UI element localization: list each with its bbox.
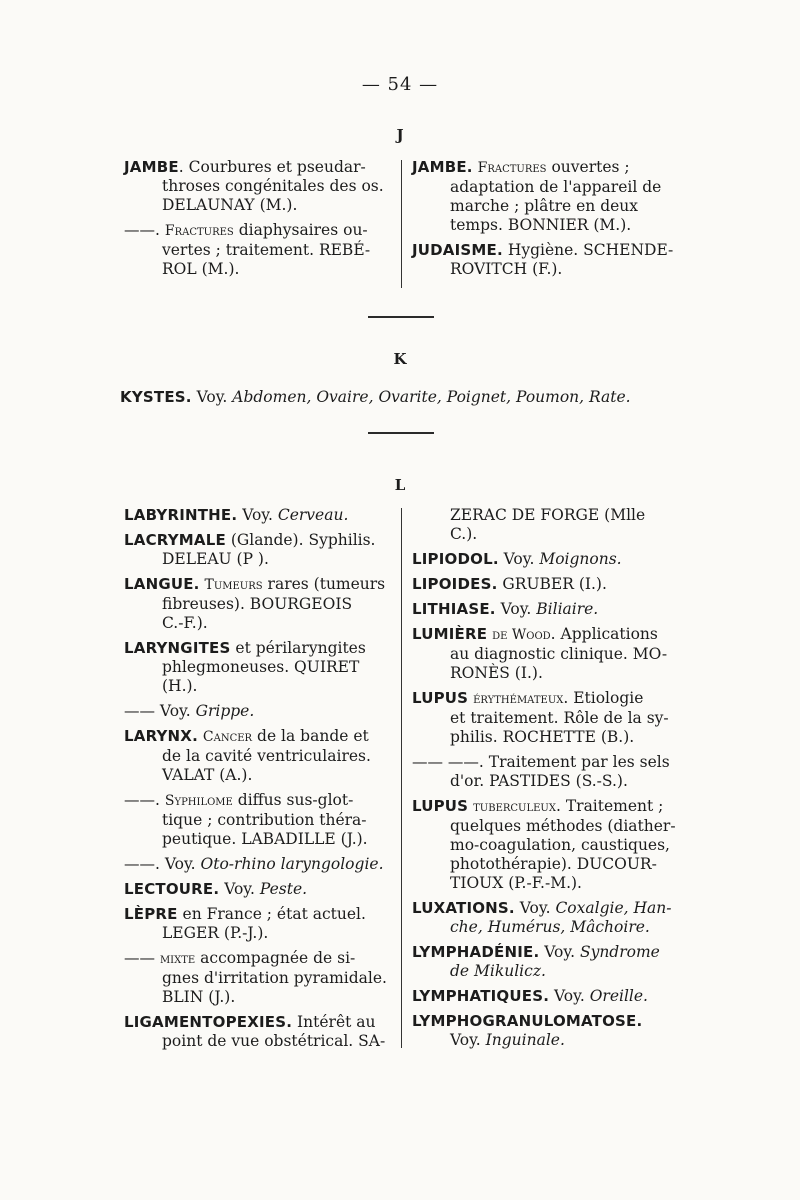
page-number: — 54 —: [361, 74, 439, 95]
entry-laryngites: [124, 639, 396, 696]
entry-text: ROVITCH (F.).: [450, 260, 563, 278]
voy-text: Voy.: [498, 550, 540, 568]
entry-text: accompagnée de si-: [195, 949, 356, 967]
entry-text: fibreuses). BOURGEOIS: [162, 595, 353, 613]
entry-text: Hygiène. SCHENDE-: [502, 241, 674, 259]
headword: LIPIODOL.: [412, 550, 499, 568]
dash: ——: [124, 702, 155, 720]
entry-text: temps. BONNIER (M.).: [450, 216, 632, 234]
small-caps-term: Tumeurs: [204, 577, 263, 593]
headword: LARYNGITES: [124, 639, 231, 657]
entry-laryngites-voy: [124, 702, 396, 721]
cross-reference: Moignons.: [539, 550, 622, 568]
small-caps-term: érythémateux: [473, 691, 564, 707]
voy-text: Voy.: [191, 388, 233, 406]
small-caps-term: tuberculeux: [473, 799, 556, 815]
entry-lithiase: [412, 600, 694, 619]
entry-text: marche ; plâtre en deux: [450, 197, 639, 215]
small-caps-term: Cancer: [202, 729, 253, 745]
entry-langue: [124, 575, 396, 633]
entry-lacrymale: [124, 531, 396, 569]
entry-text: DELEAU (P ).: [162, 550, 269, 568]
entry-larynx-voy: [124, 855, 396, 874]
small-caps-term: Fractures: [477, 160, 547, 176]
entry-text: DELAUNAY (M.).: [162, 196, 298, 214]
headword: LÈPRE: [124, 905, 178, 923]
headword: JAMBE: [124, 158, 179, 176]
entry-text: philis. ROCHETTE (B.).: [450, 728, 635, 746]
entry-text: C.-F.).: [162, 614, 208, 632]
entry-text: rares (tumeurs: [262, 575, 386, 593]
dash: ——: [124, 949, 155, 967]
entry-lymphogranulomatose: [412, 1012, 694, 1050]
headword: LYMPHATIQUES.: [412, 987, 550, 1005]
entry-judaisme: [412, 241, 692, 279]
entry-jambe-1: [124, 158, 394, 215]
voy-text: Voy.: [549, 987, 590, 1005]
dash: ——.: [124, 221, 160, 239]
entry-lupus-sels-or: [412, 753, 694, 791]
entry-text: et traitement. Rôle de la sy-: [450, 709, 669, 727]
entry-text: . Courbures et pseudar-: [178, 158, 366, 176]
entry-text: ouvertes ;: [546, 158, 630, 176]
voy-text: Voy.: [539, 943, 580, 961]
entry-text: Intérêt au: [292, 1013, 376, 1031]
entry-text: de la bande et: [252, 727, 369, 745]
column-j-right: [412, 158, 692, 285]
cross-reference: che, Humérus, Mâchoire.: [450, 918, 650, 936]
headword: LACRYMALE: [124, 531, 226, 549]
entry-text: quelques méthodes (diather-: [450, 817, 676, 835]
column-l-left: [124, 506, 396, 1057]
headword: LANGUE.: [124, 575, 200, 593]
entry-text: LEGER (P.-J.).: [162, 924, 269, 942]
entry-text: tique ; contribution théra-: [162, 811, 367, 829]
entry-text: . Etiologie: [563, 689, 644, 707]
entry-text: Traitement par les sels: [483, 753, 670, 771]
column-j-left: [124, 158, 394, 285]
cross-reference: de Mikulicz.: [450, 962, 546, 980]
section-letter-k: K: [393, 350, 407, 368]
headword: LECTOURE.: [124, 880, 220, 898]
headword: LUPUS: [412, 689, 469, 707]
voy-text: Voy.: [514, 899, 556, 917]
section-letter-l: L: [394, 476, 406, 494]
entry-kystes: [120, 388, 631, 406]
headword: LUXATIONS.: [412, 899, 515, 917]
voy-text: Voy.: [219, 880, 260, 898]
entry-text: vertes ; traitement. REBÉ-: [162, 241, 371, 259]
headword: LARYNX.: [124, 727, 198, 745]
entry-text: RONÈS (I.).: [450, 664, 543, 682]
entry-text: mo-coagulation, caustiques,: [450, 836, 670, 854]
entry-lupus-erythemateux: [412, 689, 694, 747]
entry-lectoure: [124, 880, 396, 899]
voy-text: Voy.: [159, 855, 201, 873]
entry-larynx-syphilome: [124, 791, 396, 849]
entry-text: ZERAC DE FORGE (Mlle: [450, 506, 646, 524]
entry-lymphatiques: [412, 987, 694, 1006]
entry-text: GRUBER (I.).: [497, 575, 607, 593]
entry-text: adaptation de l'appareil de: [450, 178, 662, 196]
entry-text: diffus sus-glot-: [232, 791, 354, 809]
cross-reference: Grippe.: [195, 702, 255, 720]
headword: LYMPHADÉNIE.: [412, 943, 540, 961]
voy-text: Voy.: [495, 600, 537, 618]
entry-text: (Glande). Syphilis.: [225, 531, 376, 549]
entry-text: . Applications: [550, 625, 658, 643]
entry-text: au diagnostic clinique. MO-: [450, 645, 668, 663]
entry-text: et périlaryngites: [230, 639, 366, 657]
cross-reference: Coxalgie, Han-: [555, 899, 672, 917]
entry-text: phlegmoneuses. QUIRET: [162, 658, 360, 676]
entry-text: . Traitement ;: [555, 797, 664, 815]
cross-reference: Biliaire.: [536, 600, 599, 618]
cross-reference: Abdomen, Ovaire, Ovarite, Poignet, Poumon, Rate.: [232, 388, 631, 406]
small-caps-term: de Wood: [492, 627, 551, 643]
entry-ligamentopexies-cont: [412, 506, 694, 544]
headword: JAMBE.: [412, 158, 473, 176]
entry-text: point de vue obstétrical. SA-: [162, 1032, 386, 1050]
entry-text: de la cavité ventriculaires.: [162, 747, 371, 765]
dash: ——.: [124, 855, 160, 873]
section-rule: [368, 316, 434, 318]
entry-text: en France ; état actuel.: [177, 905, 366, 923]
entry-luxations: [412, 899, 694, 937]
cross-reference: Oto-rhino laryngologie.: [200, 855, 384, 873]
entry-text: VALAT (A.).: [162, 766, 253, 784]
entry-text: (H.).: [162, 677, 198, 695]
small-caps-term: Syphilome: [164, 793, 233, 809]
section-letter-j: J: [396, 126, 404, 144]
section-rule: [368, 432, 434, 434]
entry-text: BLIN (J.).: [162, 988, 236, 1006]
headword: JUDAISME.: [412, 241, 503, 259]
entry-lupus-tuberculeux: [412, 797, 694, 893]
headword: LIGAMENTOPEXIES.: [124, 1013, 293, 1031]
headword: LIPOIDES.: [412, 575, 498, 593]
entry-ligamentopexies: [124, 1013, 396, 1051]
cross-reference: Cerveau.: [277, 506, 349, 524]
cross-reference: Oreille.: [589, 987, 648, 1005]
headword: LITHIASE.: [412, 600, 496, 618]
headword: KYSTES.: [120, 388, 192, 406]
dash: —— ——.: [412, 753, 484, 771]
entry-jambe-fractures: [124, 221, 394, 279]
entry-text: diaphysaires ou-: [233, 221, 368, 239]
entry-text: gnes d'irritation pyramidale.: [162, 969, 387, 987]
headword: LUMIÈRE: [412, 625, 488, 643]
column-divider: [401, 508, 402, 1048]
cross-reference: Syndrome: [579, 943, 660, 961]
entry-lumiere: [412, 625, 694, 683]
cross-reference: Peste.: [259, 880, 308, 898]
small-caps-term: Fractures: [164, 223, 234, 239]
entry-lipiodol: [412, 550, 694, 569]
entry-text: peutique. LABADILLE (J.).: [162, 830, 368, 848]
entry-text: TIOUX (P.-F.-M.).: [450, 874, 582, 892]
entry-larynx: [124, 727, 396, 785]
entry-jambe-2: [412, 158, 692, 235]
dash: ——.: [124, 791, 160, 809]
entry-lipoides: [412, 575, 694, 594]
entry-text: d'or. PASTIDES (S.-S.).: [450, 772, 628, 790]
entry-text: photothérapie). DUCOUR-: [450, 855, 657, 873]
voy-text: Voy.: [237, 506, 278, 524]
entry-text: ROL (M.).: [162, 260, 240, 278]
entry-lymphadenie: [412, 943, 694, 981]
entry-labyrinthe: [124, 506, 396, 525]
cross-reference: Inguinale.: [485, 1031, 565, 1049]
entry-text: throses congénitales des os.: [162, 177, 384, 195]
column-l-right: [412, 506, 694, 1056]
headword: LYMPHOGRANULOMATOSE.: [412, 1012, 643, 1030]
entry-lepre: [124, 905, 396, 943]
headword: LUPUS: [412, 797, 469, 815]
voy-text: Voy.: [450, 1031, 486, 1049]
headword: LABYRINTHE.: [124, 506, 238, 524]
entry-text: C.).: [450, 525, 478, 543]
column-divider: [401, 160, 402, 288]
small-caps-term: mixte: [159, 951, 196, 967]
entry-lepre-mixte: [124, 949, 396, 1007]
voy-text: Voy.: [155, 702, 196, 720]
